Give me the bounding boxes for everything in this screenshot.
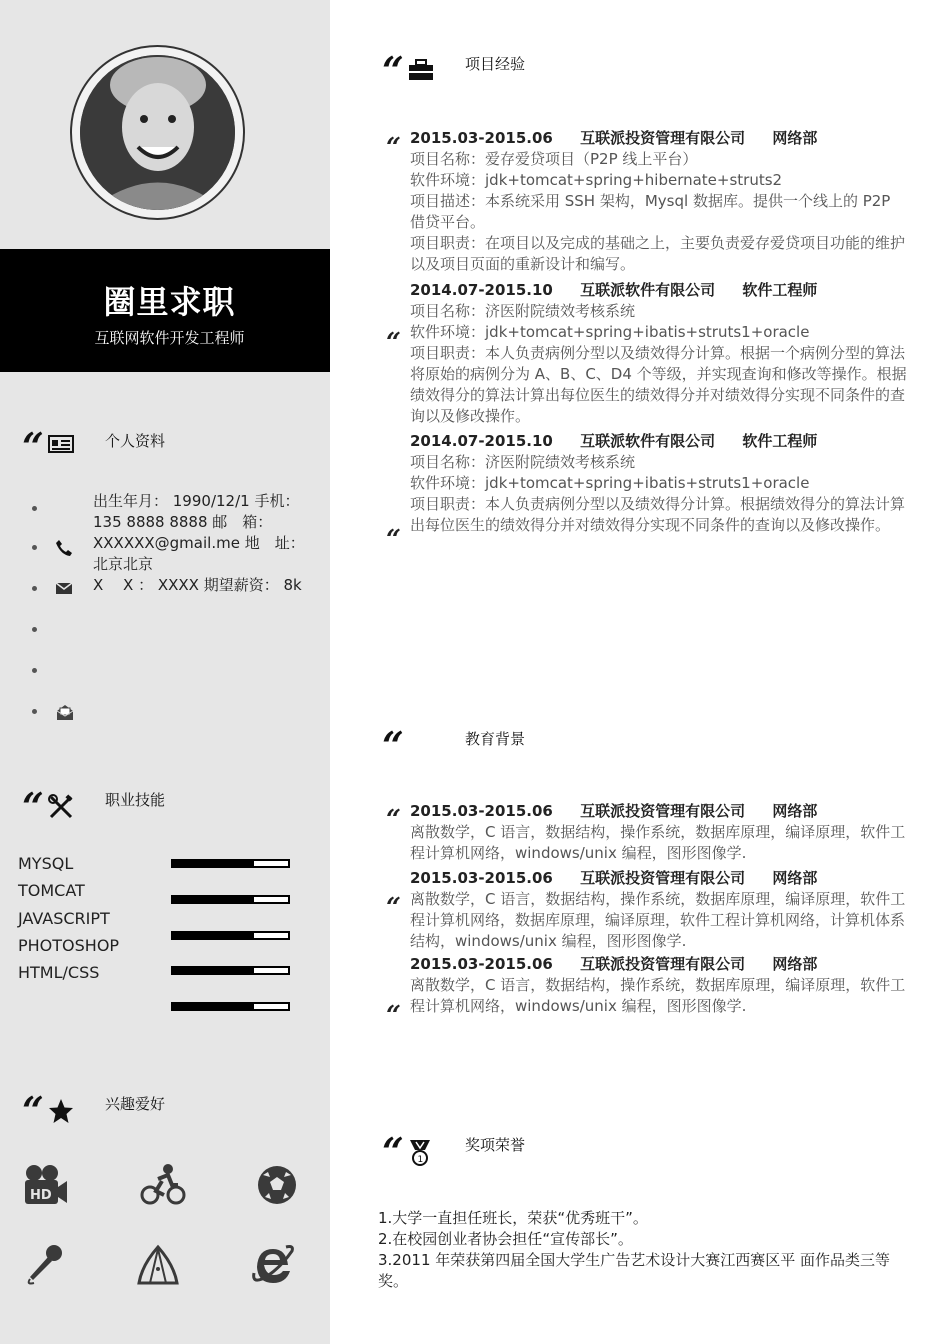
awards-section-title: 奖项荣誉 xyxy=(465,1136,526,1154)
education-entry xyxy=(410,954,910,1017)
contact-row xyxy=(30,701,330,721)
skills-section-header xyxy=(22,784,74,829)
quote-icon: “ xyxy=(22,784,40,829)
quote-icon: “ xyxy=(22,1088,40,1133)
entry-text: 离散数学，C 语言，数据结构，操作系统，数据库原理，编译原理，软件工程计算机网络，数据库原理，编译原理，软件工程计算机网络，计算机体系结构，windows/unix 编程，图形图像学. xyxy=(410,890,906,950)
entry-date: 2015.03-2015.06 xyxy=(410,129,553,147)
entry-line: 软件环境：jdk+tomcat+spring+ibatis+struts1+oracle xyxy=(410,323,810,341)
hobbies-section-header xyxy=(22,1088,74,1133)
project-entry xyxy=(410,280,910,427)
skill-bar-fill xyxy=(173,1004,254,1009)
personal-section-header xyxy=(22,424,74,469)
skill-bar-fill xyxy=(173,897,254,902)
svg-text:HD: HD xyxy=(30,1188,52,1203)
entry-header xyxy=(410,431,910,452)
avatar xyxy=(80,55,235,210)
quote-icon: “ xyxy=(386,328,398,358)
briefcase-icon xyxy=(408,58,434,86)
star-icon xyxy=(48,1098,74,1128)
entry-dept: 网络部 xyxy=(772,869,818,887)
microphone-icon xyxy=(22,1243,72,1293)
skills-section-title: 职业技能 xyxy=(105,791,166,809)
awards-list xyxy=(378,1208,908,1292)
skill-bar-fill xyxy=(173,861,254,866)
entry-line: 项目职责：本人负责病例分型以及绩效得分计算。根据绩效得分的算法计算出每位医生的绩效得分并对绩效得分实现不同条件的查询以及修改操作。 xyxy=(410,495,906,534)
candidate-name: 圈里求职 xyxy=(103,283,236,321)
tent-icon xyxy=(136,1243,186,1293)
education-entry xyxy=(410,868,910,952)
entry-school: 互联派投资管理有限公司 xyxy=(580,955,746,973)
entry-company: 互联派软件有限公司 xyxy=(580,432,716,450)
quote-icon: “ xyxy=(382,1129,400,1174)
quote-icon: “ xyxy=(386,133,398,163)
quote-icon: “ xyxy=(386,1001,398,1031)
envelope-open-icon xyxy=(55,703,75,725)
projects-section-header xyxy=(382,48,434,93)
entry-dept: 网络部 xyxy=(772,129,818,147)
entry-school: 互联派投资管理有限公司 xyxy=(580,869,746,887)
skill-bar xyxy=(171,931,290,940)
project-entry xyxy=(410,431,910,536)
skill-name: MYSQL xyxy=(18,854,74,873)
entry-text: 离散数学，C 语言，数据结构，操作系统，数据库原理，编译原理，软件工程计算机网络，windows/unix 编程，图形图像学. xyxy=(410,823,906,862)
entry-dept: 网络部 xyxy=(772,802,818,820)
skill-name: HTML/CSS xyxy=(18,963,100,982)
skill-bar xyxy=(171,966,290,975)
bullet xyxy=(32,709,37,714)
entry-date: 2015.03-2015.06 xyxy=(410,869,553,887)
tools-icon xyxy=(48,794,74,824)
football-icon xyxy=(255,1163,305,1213)
education-section-title: 教育背景 xyxy=(465,730,526,748)
medal-icon xyxy=(408,1139,432,1171)
quote-icon: “ xyxy=(386,805,398,835)
entry-line: 项目名称：济医附院绩效考核系统 xyxy=(410,453,636,471)
contact-details: 出生年月： 1990/12/1 手机： 135 8888 8888 邮 箱： XXXXXX@gmail.me 地 址： 北京北京 X X ： XXXX 期望薪资： 8k xyxy=(93,492,305,594)
entry-header xyxy=(410,280,910,301)
skill-name: TOMCAT xyxy=(18,881,85,900)
entry-header xyxy=(410,868,910,889)
award-item: 1.大学一直担任班长，荣获“优秀班干”。 xyxy=(378,1209,648,1227)
award-item: 2.在校园创业者协会担任“宣传部长”。 xyxy=(378,1230,633,1248)
award-item: 3.2011 年荣获第四届全国大学生广告艺术设计大赛江西赛区平 面作品类三等奖。 xyxy=(378,1251,891,1290)
entry-dept: 软件工程师 xyxy=(742,281,818,299)
svg-text:1: 1 xyxy=(417,1155,424,1165)
entry-company: 互联派投资管理有限公司 xyxy=(580,129,746,147)
education-entry xyxy=(410,801,910,864)
entry-date: 2015.03-2015.06 xyxy=(410,802,553,820)
phone-icon xyxy=(55,539,73,561)
bullet xyxy=(32,506,37,511)
quote-icon: “ xyxy=(382,48,400,93)
quote-icon: “ xyxy=(386,893,398,923)
entry-header xyxy=(410,954,910,975)
entry-line: 项目名称：爱存爱贷项目（P2P 线上平台） xyxy=(410,150,698,168)
quote-icon: “ xyxy=(382,723,400,768)
video-hd-icon xyxy=(22,1163,72,1213)
entry-line: 项目描述：本系统采用 SSH 架构，Mysql 数据库。提供一个线上的 P2P 借贷平台。 xyxy=(410,192,891,231)
entry-date: 2014.07-2015.10 xyxy=(410,432,553,450)
entry-date: 2014.07-2015.10 xyxy=(410,281,553,299)
education-section-header xyxy=(382,723,400,768)
internet-explorer-icon xyxy=(250,1243,300,1293)
id-card-icon xyxy=(48,434,74,458)
bullet xyxy=(32,586,37,591)
bullet xyxy=(32,627,37,632)
project-entry xyxy=(410,128,910,275)
skill-name: JAVASCRIPT xyxy=(18,909,110,928)
hobbies-section-title: 兴趣爱好 xyxy=(105,1095,166,1113)
skill-bar xyxy=(171,859,290,868)
entry-date: 2015.03-2015.06 xyxy=(410,955,553,973)
candidate-role: 互联网软件开发工程师 xyxy=(94,329,245,347)
skill-bar-fill xyxy=(173,968,254,973)
sidebar xyxy=(0,0,330,1344)
bullet xyxy=(32,545,37,550)
mail-icon xyxy=(55,580,73,599)
entry-line: 软件环境：jdk+tomcat+spring+hibernate+struts2 xyxy=(410,171,783,189)
projects-section-title: 项目经验 xyxy=(465,55,526,73)
contact-row xyxy=(30,660,330,680)
cycling-icon xyxy=(140,1163,190,1213)
entry-header xyxy=(410,128,910,149)
skill-bar xyxy=(171,1002,290,1011)
name-banner xyxy=(0,249,339,372)
contact-row xyxy=(30,619,330,639)
entry-header xyxy=(410,801,910,822)
entry-text: 离散数学，C 语言，数据结构，操作系统，数据库原理，编译原理，软件工程计算机网络，windows/unix 编程，图形图像学. xyxy=(410,976,906,1015)
entry-dept: 软件工程师 xyxy=(742,432,818,450)
awards-section-header xyxy=(382,1129,432,1174)
entry-dept: 网络部 xyxy=(772,955,818,973)
entry-line: 项目职责：在项目以及完成的基础之上，主要负责爱存爱贷项目功能的维护以及项目页面的重新设计和编写。 xyxy=(410,234,906,273)
skill-name: PHOTOSHOP xyxy=(18,936,120,955)
skill-bar-fill xyxy=(173,933,254,938)
entry-company: 互联派软件有限公司 xyxy=(580,281,716,299)
skill-bar xyxy=(171,895,290,904)
quote-icon: “ xyxy=(22,424,40,469)
entry-line: 项目名称：济医附院绩效考核系统 xyxy=(410,302,636,320)
quote-icon: “ xyxy=(386,525,398,555)
personal-section-title: 个人资料 xyxy=(105,432,166,450)
entry-line: 软件环境：jdk+tomcat+spring+ibatis+struts1+oracle xyxy=(410,474,810,492)
bullet xyxy=(32,668,37,673)
entry-school: 互联派投资管理有限公司 xyxy=(580,802,746,820)
entry-line: 项目职责：本人负责病例分型以及绩效得分计算。根据一个病例分型的算法将原始的病例分为 A、B、C、D4 个等级，并实现查询和修改等操作。根据绩效得分的算法计算出每位医生的绩效得分并对绩效得分实现不同条件的查询以及修改操作。 xyxy=(410,344,907,425)
avatar-frame xyxy=(70,45,245,220)
